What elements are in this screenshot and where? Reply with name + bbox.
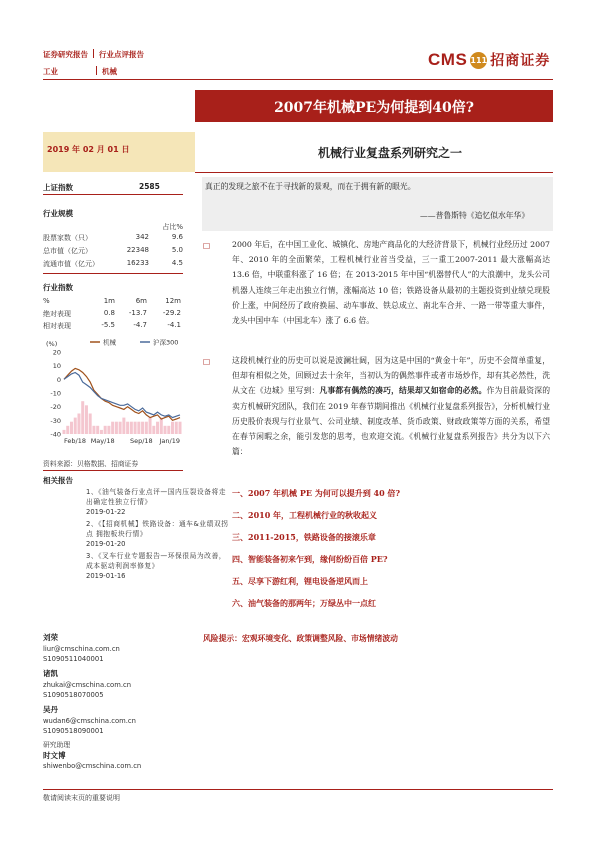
relative-bar: [77, 414, 80, 435]
relative-bar: [167, 426, 170, 434]
relative-bar: [66, 426, 69, 434]
analyst-list: [43, 632, 186, 771]
scale-row: [43, 259, 183, 272]
legend-label: 机械: [103, 338, 116, 347]
legend-label: 沪深300: [153, 338, 179, 347]
page-title: 2007年机械PE为何提到40倍?: [274, 100, 474, 116]
index-value: 2585: [139, 182, 160, 191]
title-band: [195, 90, 553, 122]
scale-row: [43, 233, 183, 246]
relative-bar: [171, 422, 174, 434]
relative-bar: [137, 422, 140, 434]
header-rule: [43, 79, 553, 80]
cms-logo: [428, 50, 550, 70]
sub-sector: 机械: [102, 67, 117, 76]
perf-header-row: [43, 297, 183, 309]
relative-bar: [126, 422, 129, 434]
relative-bar: [156, 422, 159, 434]
related-report-date: 2019-01-20: [86, 540, 126, 548]
related-report: [86, 551, 229, 581]
y-tick-label: -40: [50, 430, 61, 439]
perf-header-unit: %: [43, 297, 50, 305]
relative-bar: [145, 422, 148, 434]
related-report-title: 1、《油气装备行业点评—国内压裂设备将走出确定性独立行情》: [86, 488, 227, 506]
related-report: [86, 519, 229, 549]
relative-bar: [134, 422, 137, 434]
logo-badge-icon: 111: [470, 52, 487, 69]
industry-index-chart: [40, 338, 185, 450]
analyst: [43, 704, 186, 736]
analyst: [43, 668, 186, 700]
y-tick-label: 10: [52, 362, 61, 371]
related-report-title: 2、《【招商机械】铁路设备：通车&业绩双拐点 拥抱板块行情》: [86, 520, 229, 538]
scale-row-label: 流通市值（亿元）: [43, 260, 99, 268]
footer-rule: [43, 789, 553, 790]
paragraph-2: [232, 353, 550, 459]
paragraph-2-part-c: 作为目前最资深的卖方机械研究团队，我们在 2019 年春节期间推出《机械行业复盘系列报告》，分析机械行业历史股价表现与行业景气、公司业绩、制度改革、货币政策、财政政策等方面的关系，希望在春节闲暇之余，能引发您的思考，也欢迎交流。《机械行业复盘系列报告》共分为以下六篇：: [232, 386, 551, 457]
report-subtype: 行业点评报告: [99, 50, 144, 59]
logo-text: CMS: [428, 50, 468, 69]
x-tick-label: Jan/19: [159, 437, 180, 445]
sidebar-rule: [43, 194, 183, 195]
toc-item: 六、油气装备的那两年；万绿丛中一点红: [232, 598, 376, 608]
analyst: [43, 632, 186, 664]
scale-row-label: 股票家数（只）: [43, 234, 92, 242]
perf-row-1m: 0.8: [103, 309, 115, 317]
analyst-email: zhukai@cmschina.com.cn: [43, 681, 132, 689]
relative-bar: [100, 430, 103, 434]
analyst-id: S1090511040001: [43, 655, 104, 663]
relative-bar: [164, 426, 167, 434]
perf-row-12m: -4.1: [167, 321, 181, 329]
assistant-role: 研究助理: [43, 741, 71, 749]
y-tick-label: 0: [56, 375, 61, 384]
related-report-date: 2019-01-16: [86, 572, 126, 580]
sector-line: [43, 66, 117, 77]
toc-item: 二、2010 年，工程机械行业的秋收起义: [232, 510, 378, 520]
scale-col-header: 占比%: [162, 223, 183, 231]
x-tick-label: Feb/18: [64, 437, 86, 445]
paragraph-2-quote: 凡事都有偶然的凑巧，结果却又如宿命的必然。: [319, 386, 487, 396]
scale-title: 行业规模: [43, 209, 73, 218]
perf-title: 行业指数: [43, 283, 73, 292]
relative-bar: [85, 405, 88, 434]
analyst-name: 诸凯: [43, 669, 58, 678]
relative-bar: [149, 418, 152, 434]
analyst-email: wudan6@cmschina.com.cn: [43, 717, 136, 725]
relative-bar: [70, 422, 73, 434]
report-type: 证券研究报告: [43, 50, 88, 59]
related-report-date: 2019-01-22: [86, 508, 126, 516]
scale-row-value: 22348: [126, 246, 149, 254]
related-list: [43, 487, 229, 583]
sidebar-rule: [43, 470, 183, 471]
relative-bar: [122, 418, 125, 434]
relative-bar: [119, 422, 122, 434]
relative-bar: [130, 422, 133, 434]
perf-row-1m: -5.5: [101, 321, 115, 329]
toc-item: 五、尽享下游红利，锂电设备逆风而上: [232, 576, 368, 586]
perf-header-6m: 6m: [135, 297, 147, 305]
bullet-icon: □: [203, 357, 211, 366]
quote-author: ——普鲁斯特《追忆似水年华》: [420, 211, 530, 220]
related-title: 相关报告: [43, 476, 73, 485]
analyst-id: S1090518090001: [43, 727, 104, 735]
index-label: 上证指数: [43, 183, 73, 192]
footer-note: 敬请阅读末页的重要说明: [43, 794, 120, 802]
quote-text: 真正的发现之旅不在于寻找新的景观，而在于拥有新的眼光。: [205, 182, 416, 191]
scale-row-value: 16233: [126, 259, 149, 267]
relative-bar: [175, 422, 178, 434]
scale-row-pct: 5.0: [171, 246, 183, 254]
x-tick-label: May/18: [90, 437, 115, 445]
relative-bar: [81, 401, 84, 434]
paragraph-2-part-a: 这段机械行业的历史可以说是波澜壮阔，因为这是中国的“黄金十年”，历史不会简单重复，但却有相似之处，回顾过去十余年，当初认为的偶然事件或者市场炒作，却有其必然性，洗从文在《边城》里写到：: [232, 356, 550, 396]
perf-row-12m: -29.2: [162, 309, 181, 317]
logo-cn-text: 招商证券: [490, 53, 551, 69]
y-axis-label: (%): [46, 340, 58, 348]
series-title: 机械行业复盘系列研究之一: [318, 146, 463, 160]
relative-bar: [104, 426, 107, 434]
relative-bar: [111, 422, 114, 434]
header-separator: [96, 66, 97, 75]
perf-row-label: 相对表现: [43, 322, 71, 330]
relative-bar: [96, 426, 99, 434]
relative-bar: [141, 422, 144, 434]
perf-row: [43, 321, 183, 333]
date-band: [43, 132, 195, 172]
analyst-email: liur@cmschina.com.cn: [43, 645, 120, 653]
chart-source: 资料来源：贝格数据、招商证券: [43, 460, 139, 468]
risk-warning: 风险提示：宏观环境变化、政策调整风险、市场情绪波动: [203, 634, 398, 643]
relative-bar: [160, 418, 163, 434]
y-tick-label: -30: [50, 416, 61, 425]
toc-item: 三、2011-2015，铁路设备的接滚乐章: [232, 532, 376, 542]
perf-header-1m: 1m: [103, 297, 115, 305]
relative-bar: [74, 418, 77, 434]
perf-table: [43, 297, 183, 333]
relative-bar: [92, 426, 95, 434]
relative-bar: [107, 426, 110, 434]
relative-bar: [152, 426, 155, 434]
perf-row: [43, 309, 183, 321]
sidebar-rule: [43, 273, 183, 274]
analyst-name: 吴丹: [43, 705, 58, 714]
assistant-name: 时文博: [43, 751, 66, 760]
toc-item: 一、2007 年机械 PE 为何可以提升到 40 倍?: [232, 488, 401, 498]
relative-bar: [179, 422, 182, 434]
header-separator: [93, 49, 94, 58]
paragraph-1: 2000 年后，在中国工业化、城镇化、房地产商品化的大经济背景下，机械行业经历过 2007 年、2010 年的全面繁荣，工程机械行业首当受益，三一重工2007-2011 最大涨幅高达 13.6 倍，中联重科涨了 16 倍；在 2013-2015 年中国“机器替代人”的大浪潮中，龙头公司机器人连续三年走出独立行情，涨幅高达 10 倍；铁路设备从最初的主题投资到业绩兑现股价上涨，中间经历了政府换届、动车事故、铁总成立、南北车合并、一路一带等重大事件，龙头中国中车（中国北车）涨了 6.6 倍。: [232, 240, 550, 326]
scale-row-pct: 4.5: [171, 259, 183, 267]
related-report: [86, 487, 229, 517]
relative-bar: [115, 422, 118, 434]
scale-table: [43, 233, 183, 272]
x-tick-label: Sep/18: [129, 437, 153, 445]
analyst-id: S1090518070005: [43, 691, 104, 699]
report-type-line: [43, 49, 144, 60]
sector: 工业: [43, 67, 58, 76]
title-rule: [195, 172, 553, 173]
assistant-email: shiwenbo@cmschina.com.cn: [43, 762, 142, 770]
analyst-name: 刘荣: [43, 633, 58, 642]
related-report-title: 3、《叉车行业专题报告—环保很局为改善，成本驱动利润率修复》: [86, 552, 227, 570]
scale-row-label: 总市值（亿元）: [43, 247, 92, 255]
report-date: 2019 年 02 月 01 日: [47, 145, 130, 154]
bullet-icon: □: [203, 241, 211, 250]
research-assistant: [43, 740, 186, 771]
relative-bar: [89, 414, 92, 435]
perf-header-12m: 12m: [165, 297, 181, 305]
toc-item: 四、智能装备初来乍到，缘何纷纷百倍 PE?: [232, 554, 388, 564]
y-tick-label: -10: [50, 389, 61, 398]
scale-row-value: 342: [135, 233, 149, 241]
perf-row-6m: -4.7: [133, 321, 147, 329]
scale-row-pct: 9.6: [171, 233, 183, 241]
y-tick-label: 20: [52, 348, 61, 357]
perf-row-6m: -13.7: [128, 309, 147, 317]
scale-row: [43, 246, 183, 259]
y-tick-label: -20: [50, 403, 61, 412]
relative-bar: [63, 430, 66, 434]
perf-row-label: 绝对表现: [43, 310, 71, 318]
